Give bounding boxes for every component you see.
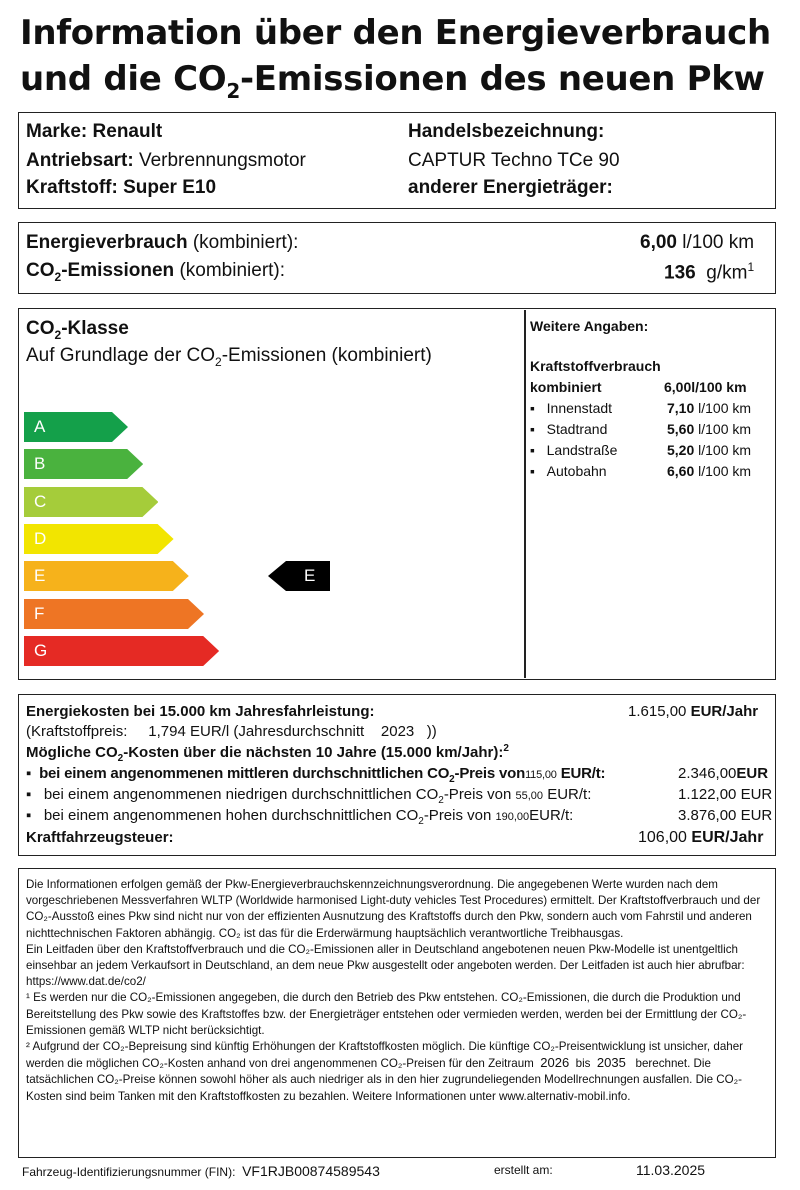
co2-class-bar-a (24, 412, 128, 442)
co2-emissionen-row: $CO_2$-Emissionen (kombiniert): (26, 260, 286, 284)
list-item: ▪ Landstraße (530, 442, 618, 458)
antriebsart-row: Antriebsart: Verbrennungsmotor (26, 150, 306, 171)
list-item-value: 5,60 l/100 km (667, 421, 752, 437)
footnote-1: ¹ Es werden nur die CO₂-Emissionen angegeben, die durch den Betrieb des Pkw entstehen. CO₂-Emissionen, die durch die Produktion und Bereitstellung des Pkw sowie des Kraftstoffes bzw. der Energieträger entstehen oder vermieden werden, werden bei der Ermittlung der CO₂-Emissionen gemäß WLTP nicht berücksichtigt. (26, 991, 747, 1037)
class-label: D (34, 528, 47, 548)
class-label: F (34, 603, 45, 623)
erstellt-label: erstellt am: (494, 1163, 553, 1177)
list-item: ▪ Stadtrand (530, 421, 608, 437)
fin-row: Fahrzeug-Identifizierungsnummer (FIN): VF1RJB00874589543 (22, 1163, 380, 1179)
note-paragraph-2: Ein Leitfaden über den Kraftstoffverbrauch und die CO₂-Emissionen aller in Deutschland angebotenen neuen Pkw-Modelle ist unentgeltlich einsehbar an jedem Verkaufsort in Deutschland, an dem neue Pkw ausgestellt oder angeboten werden. Der Leitfaden ist auch hier abrufbar: https://www.dat.de/co2/ (26, 942, 745, 989)
co2-cost-row: ▪ bei einem angenommenen mittleren durchschnittlichen $CO_2$-Preis von115,00 EUR/t: (26, 765, 606, 785)
co2-cost-value: 3.876,00 EUR (678, 807, 773, 824)
class-label: B (34, 454, 46, 474)
kombiniert-value: 6,00l/100 km (664, 379, 747, 395)
co2-class-bar-d (24, 524, 174, 554)
kraftstoff-row: Kraftstoff: Super E10 (26, 177, 217, 198)
list-item: ▪ Innenstadt (530, 400, 613, 416)
class-arrow-icon (24, 524, 174, 554)
handelsbezeichnung-label: Handelsbezeichnung: (408, 121, 605, 142)
current-class-marker (268, 561, 330, 591)
class-arrow-icon (24, 636, 219, 666)
note-paragraph-1: Die Informationen erfolgen gemäß der Pkw-Energieverbrauchskennzeichnungsverordnung. Die angegebenen Werte wurden nach dem vorgeschriebenen Messverfahren WLTP (Worldwide harmonised Light-duty vehicles Test Procedures) ermittelt. Der Kraftstoffverbrauch und der CO₂-Ausstoß eines Pkw sind nicht nur von der effizienten Ausnutzung des Kraftstoffs durch den Pkw, sondern auch vom Fahrstil und anderen nichttechnischen Faktoren abhängig. CO₂ ist das für die Erderwärmung hauptsächlich verantwortliche Treibhausgas. (26, 878, 761, 940)
co2-class-bar-f (24, 599, 204, 629)
class-label: G (34, 640, 48, 660)
title-line-2: und die $CO_2$-Emissionen des neuen Pkw (20, 59, 765, 103)
co2-class-heading: $CO_2$-Klasse (26, 318, 129, 342)
co2-cost-value: 1.122,00 EUR (678, 786, 773, 803)
co2-cost-row: ▪ bei einem angenommenen hohen durchschnittlichen $CO_2$-Preis von 190,00EUR/t: (26, 807, 574, 827)
co2-cost-row: ▪ bei einem angenommenen niedrigen durchschnittlichen $CO_2$-Preis von 55,00 EUR/t: (26, 786, 592, 806)
class-label: E (34, 566, 46, 586)
erstellt-value: 11.03.2025 (636, 1162, 706, 1178)
class-label: C (34, 491, 47, 511)
footnote-2: ² Aufgrund der CO₂-Bepreisung sind künftig Erhöhungen der Kraftstoffkosten möglich. Die künftige CO₂-Preisentwicklung ist unsicher, daher werden die möglichen CO₂-Kosten anhand von drei angenommenen CO₂-Preisen für den Zeitraum 2026 bis 2035 berechnet. Die tatsächlichen CO₂-Preise können sowohl höher als auch niedriger als in den hier zugrundeliegenden Modellrechnungen ausfallen. Die CO₂-Kosten sind beim Tanken mit den Kraftstoffkosten zu bezahlen. Weitere Informationen unter www.alternativ-mobil.info. (26, 1040, 744, 1103)
list-item-value: 6,60 l/100 km (667, 463, 752, 479)
co2-emissionen-value: 136 $g/km^1$ (664, 260, 755, 284)
leitfaden-link[interactable]: https://www.dat.de/co2/ (26, 975, 146, 989)
energieverbrauch-value: 6,00 l/100 km (640, 232, 755, 253)
list-item: ▪ Autobahn (530, 463, 607, 479)
co2-kosten-heading: Mögliche $CO_2$-Kosten über die nächsten 10 Jahre (15.000 km/Jahr):$^2$ (26, 743, 509, 764)
handelsbezeichnung-value: CAPTUR Techno TCe 90 (408, 150, 620, 171)
energiekosten-value: 1.615,00 EUR/Jahr (628, 703, 759, 720)
divider-line (524, 310, 526, 678)
class-arrow-icon (24, 561, 189, 591)
anderer-energietraeger-label: anderer Energieträger: (408, 177, 613, 198)
list-item-value: 7,10 l/100 km (667, 400, 752, 416)
class-label: A (34, 417, 46, 436)
marke-row: Marke: Renault (26, 121, 163, 142)
energieverbrauch-row: Energieverbrauch (kombiniert): (26, 232, 299, 253)
co2-class-bar-b (24, 449, 143, 479)
marker-arrow-icon (268, 561, 330, 591)
notes-text (26, 877, 771, 1105)
current-class-label: E (304, 566, 316, 585)
list-item-value: 5,20 l/100 km (667, 442, 752, 458)
co2-cost-value: 2.346,00EUR (678, 765, 769, 782)
kraftfahrzeugsteuer-value: 106,00 EUR/Jahr (638, 829, 764, 846)
co2-class-bar-e (24, 561, 189, 591)
kraftstoffverbrauch-heading: Kraftstoffverbrauch (530, 358, 661, 374)
kombiniert-label: kombiniert (530, 379, 602, 395)
weitere-angaben-heading: Weitere Angaben: (530, 318, 649, 334)
co2-class-bar-g (24, 636, 219, 666)
title-line-1: Information über den Energieverbrauch (20, 13, 771, 53)
energiekosten-label: Energiekosten bei 15.000 km Jahresfahrleistung: (26, 703, 375, 720)
co2-class-basis: Auf Grundlage der $CO_2$-Emissionen (kombiniert) (26, 345, 432, 369)
page-title (20, 10, 780, 114)
kraftstoffpreis-row: (Kraftstoffpreis: 1,794 EUR/l (Jahresdurchschnitt 2023 )) (26, 723, 437, 740)
class-arrow-icon (24, 599, 204, 629)
kraftfahrzeugsteuer-label: Kraftfahrzeugsteuer: (26, 829, 174, 846)
co2-class-bar-c (24, 487, 158, 517)
